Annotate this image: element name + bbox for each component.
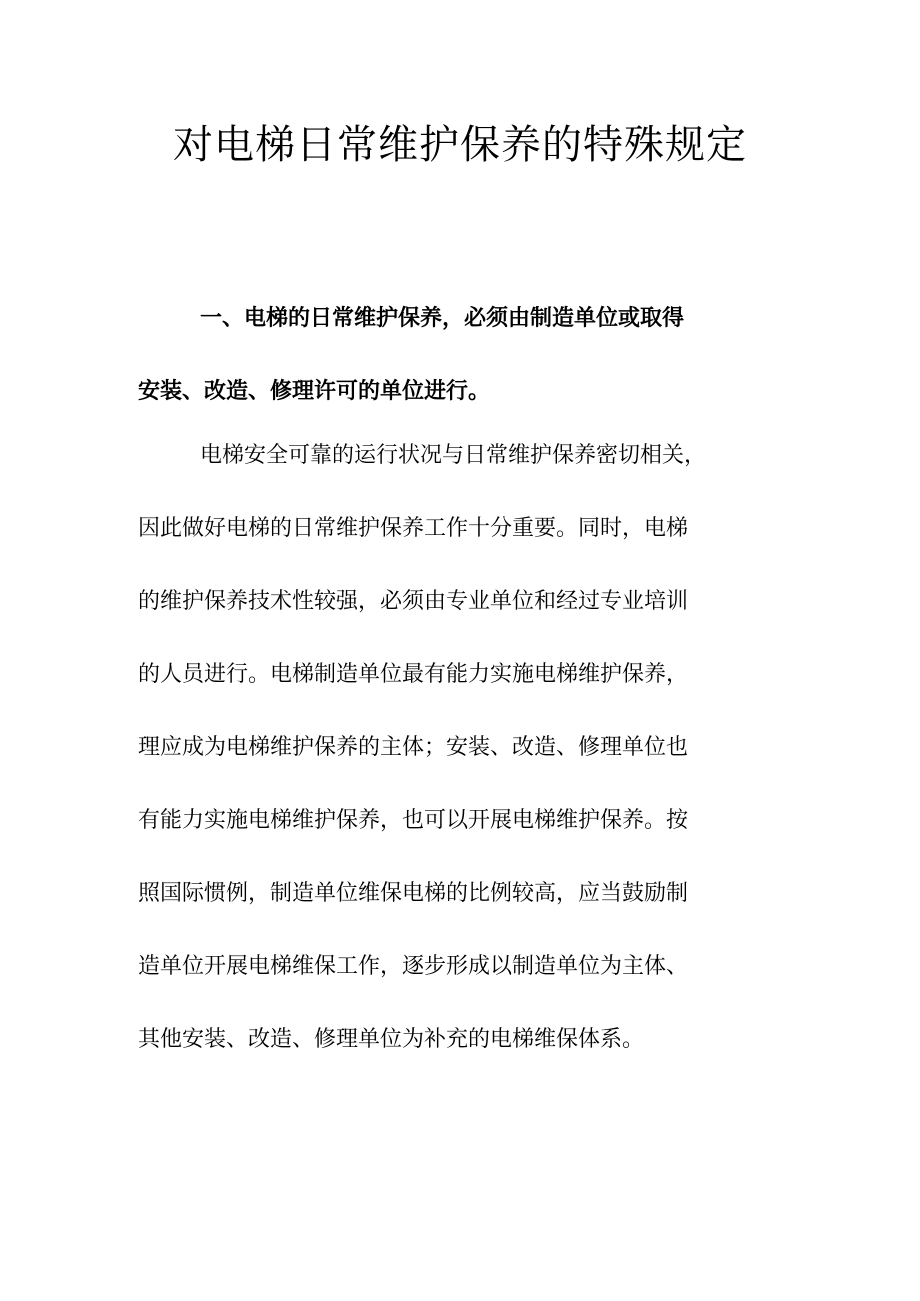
document-title: 对电梯日常维护保养的特殊规定: [173, 122, 747, 168]
body-paragraph: [138, 419, 798, 1076]
body-line: 电梯安全可靠的运行状况与日常维护保养密切相关，: [200, 443, 707, 468]
body-line: 的人员进行。电梯制造单位最有能力实施电梯维护保养，: [138, 662, 689, 687]
section-heading-line: 安装、改造、修理许可的单位进行。: [138, 379, 491, 404]
body-line: 的维护保养技术性较强，必须由专业单位和经过专业培训: [138, 589, 689, 614]
body-line: 照国际惯例，制造单位维保电梯的比例较高，应当鼓励制: [138, 881, 689, 906]
section-heading: [138, 282, 798, 428]
body-line: 理应成为电梯维护保养的主体；安装、改造、修理单位也: [138, 735, 689, 760]
body-line: 有能力实施电梯维护保养，也可以开展电梯维护保养。按: [138, 808, 689, 833]
body-line: 造单位开展电梯维保工作，逐步形成以制造单位为主体、: [138, 954, 689, 979]
body-line: 其他安装、改造、修理单位为补充的电梯维保体系。: [138, 1027, 645, 1052]
section-heading-line: 一、电梯的日常维护保养，必须由制造单位或取得: [200, 306, 685, 331]
body-line: 因此做好电梯的日常维护保养工作十分重要。同时，电梯: [138, 516, 689, 541]
